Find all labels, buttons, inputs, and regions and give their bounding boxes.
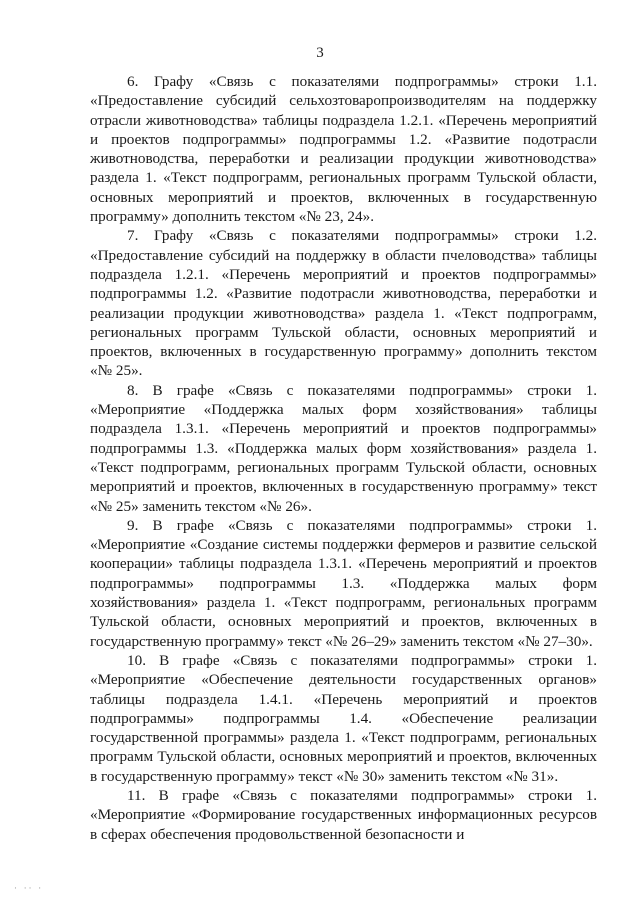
- paragraph-7: 7. Графу «Связь с показателями подпрограммы» строки 1.2. «Предоставление субсидий на поддержку в области пчеловодства» таблицы подраздела 1.2.1. «Перечень мероприятий и проектов подпрограммы» подпрограммы 1.2. «Развитие подотрасли животноводства, переработки и реализации продукции животноводства» раздела 1. «Текст подпрограмм, региональных программ Тульской области, основных мероприятий и проектов, включенных в государственную программу» дополнить текстом «№ 25».: [90, 227, 597, 380]
- paragraph-11: 11. В графе «Связь с показателями подпрограммы» строки 1. «Мероприятие «Формирование государственных информационных ресурсов в сферах обеспечения продовольственной безопасности и: [90, 786, 597, 843]
- paragraph-8: 8. В графе «Связь с показателями подпрограммы» строки 1. «Мероприятие «Поддержка малых форм хозяйствования» таблицы подраздела 1.3.1. «Перечень мероприятий и проектов подпрограммы» подпрограммы 1.3. «Поддержка малых форм хозяйствования» раздела 1. «Текст подпрограмм, региональных программ Тульской области, основных мероприятий и проектов, включенных в государственную программу» текст «№ 25» заменить текстом «№ 26».: [90, 381, 597, 515]
- document-body: [90, 72, 597, 844]
- paragraph-6: 6. Графу «Связь с показателями подпрограммы» строки 1.1. «Предоставление субсидий сельхозтоваропроизводителям на поддержку отрасли животноводства» таблицы подраздела 1.2.1. «Перечень мероприятий и проектов подпрограммы» подпрограммы 1.2. «Развитие подотрасли животноводства, переработки и реализации продукции животноводства» раздела 1. «Текст подпрограмм, региональных программ Тульской области, основных мероприятий и проектов, включенных в государственную программу» дополнить текстом «№ 23, 24».: [90, 73, 597, 226]
- paragraph-9: 9. В графе «Связь с показателями подпрограммы» строки 1. «Мероприятие «Создание системы поддержки фермеров и развитие сельской кооперации» таблицы подраздела 1.3.1. «Перечень мероприятий и проектов подпрограммы» подпрограммы 1.3. «Поддержка малых форм хозяйствования» раздела 1. «Текст подпрограмм, региональных программ Тульской области, основных мероприятий и проектов, включенных в государственную программу» текст «№ 26–29» заменить текстом «№ 27–30».: [90, 516, 597, 650]
- page-number: 3: [316, 45, 324, 61]
- scan-artifact: · ·· ·: [14, 884, 44, 894]
- paragraph-10: 10. В графе «Связь с показателями подпрограммы» строки 1. «Мероприятие «Обеспечение деятельности государственных органов» таблицы подраздела 1.4.1. «Перечень мероприятий и проектов подпрограммы» подпрограммы 1.4. «Обеспечение реализации государственной программы» раздела 1. «Текст подпрограмм, региональных программ Тульской области, основных мероприятий и проектов, включенных в государственную программу» текст «№ 30» заменить текстом «№ 31».: [90, 651, 597, 785]
